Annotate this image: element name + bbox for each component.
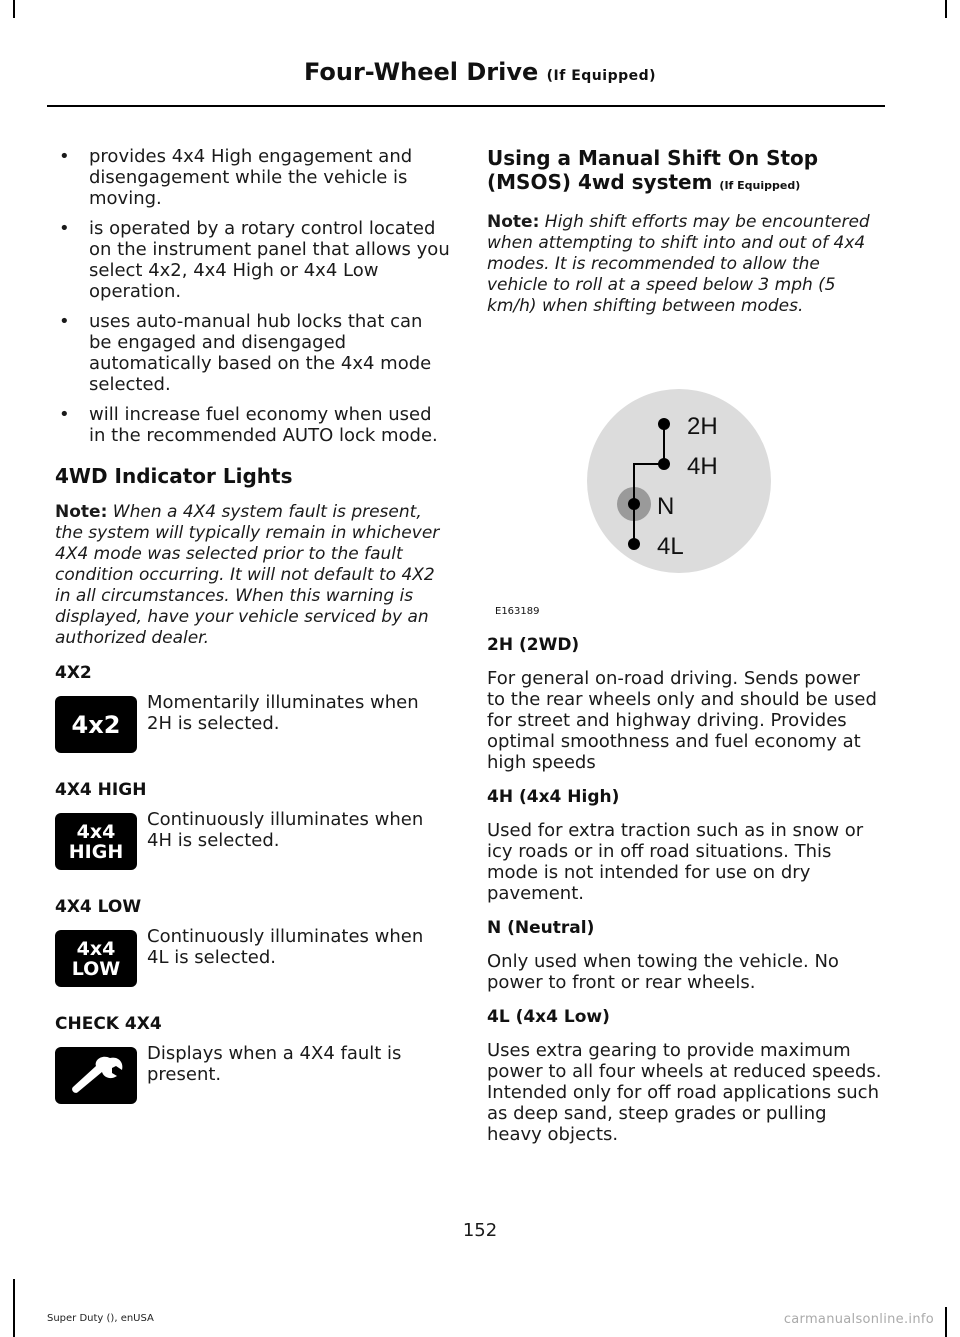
page-title-subtitle: (If Equipped) xyxy=(546,68,657,84)
right-column xyxy=(487,146,882,1159)
left-column xyxy=(55,146,450,1131)
indicator-title: CHECK 4X4 xyxy=(55,1014,162,1034)
header-rule xyxy=(47,105,885,107)
position-dot xyxy=(658,458,670,470)
mode-heading: 4L (4x4 Low) xyxy=(487,1007,610,1027)
mode-heading: 4H (4x4 High) xyxy=(487,787,620,807)
badge-text: 4x4 xyxy=(76,820,116,843)
position-dot xyxy=(658,418,670,430)
mode-description: For general on-road driving. Sends power to the rear wheels only and should be used for street and highway driving. Provides optimal smoothness and fuel economy at high speeds xyxy=(487,668,877,773)
msos-heading xyxy=(487,146,882,198)
crop-mark xyxy=(13,0,15,18)
4x2-indicator-icon xyxy=(55,696,137,753)
indicator-description: Continuously illuminates when 4L is selected. xyxy=(147,926,424,968)
mode-heading: 2H (2WD) xyxy=(487,635,580,655)
msos-heading-suffix: (If Equipped) xyxy=(719,179,801,192)
position-label-n: N xyxy=(657,493,675,520)
list-item: • is operated by a rotary control located on the instrument panel that allows you select 4x2, 4x4 High or 4x4 Low operation. xyxy=(55,218,450,302)
list-item: • uses auto-manual hub locks that can be engaged and disengaged automatically based on the 4x4 mode selected. xyxy=(55,311,450,395)
indicator-row xyxy=(55,809,450,883)
feature-list xyxy=(55,146,450,446)
note-label: Note: xyxy=(55,502,108,522)
badge-text: 4x2 xyxy=(71,710,121,739)
position-label-2h: 2H xyxy=(687,413,718,440)
indicator-description: Displays when a 4X4 fault is present. xyxy=(147,1043,402,1085)
wrench-icon xyxy=(55,1047,137,1104)
badge-text: 4x4 xyxy=(76,937,116,960)
shift-pattern-figure xyxy=(487,331,882,621)
page-title xyxy=(0,58,960,86)
note-label: Note: xyxy=(487,212,540,232)
page-number: 152 xyxy=(462,1220,498,1241)
indicator-row xyxy=(55,926,450,1000)
mode-description: Uses extra gearing to provide maximum power to all four wheels at reduced speeds. Intended only for off road applications such as deep sand, steep grades or pulling heavy objects. xyxy=(487,1040,882,1145)
mode-description: Used for extra traction such as in snow or icy roads or in off road situations. This mode is not intended for use on dry pavement. xyxy=(487,820,864,904)
4x4-low-indicator-icon xyxy=(55,930,137,987)
msos-heading-text: Using a Manual Shift On Stop (MSOS) 4wd system xyxy=(487,146,819,194)
indicator-title: 4X4 HIGH xyxy=(55,780,147,800)
shift-note xyxy=(487,212,882,317)
badge-text: HIGH xyxy=(68,840,124,863)
indicator-title: 4X2 xyxy=(55,663,92,683)
note-text: When a 4X4 system fault is present, the system will typically remain in whichever 4X4 mode was selected prior to the fault condition occurring. It will not default to 4X2 in all circumstances. When this warning is displayed, have your vehicle serviced by an authorized dealer. xyxy=(55,502,440,648)
crop-mark xyxy=(945,0,947,18)
indicator-title: 4X4 LOW xyxy=(55,897,142,917)
4x4-high-indicator-icon xyxy=(55,813,137,870)
position-label-4l: 4L xyxy=(657,533,684,560)
figure-id: E163189 xyxy=(495,606,540,617)
position-label-4h: 4H xyxy=(687,453,718,480)
crop-mark xyxy=(945,1307,947,1337)
badge-text: LOW xyxy=(71,957,121,980)
list-item: • will increase fuel economy when used in the recommended AUTO lock mode. xyxy=(55,404,450,446)
list-item: • provides 4x4 High engagement and disengagement while the vehicle is moving. xyxy=(55,146,450,209)
shift-knob-diagram xyxy=(487,331,882,621)
position-dot xyxy=(628,498,640,510)
page-title-text: Four-Wheel Drive xyxy=(303,58,539,86)
note-text: High shift efforts may be encountered when attempting to shift into and out of 4x4 modes. It is recommended to allow the vehicle to roll at a speed below 3 mph (5 km/h) when shifting between modes. xyxy=(487,212,870,316)
crop-mark xyxy=(13,1279,15,1337)
mode-description: Only used when towing the vehicle. No power to front or rear wheels. xyxy=(487,951,839,993)
position-dot xyxy=(628,538,640,550)
indicator-row xyxy=(55,692,450,766)
indicator-description: Momentarily illuminates when 2H is selected. xyxy=(147,692,419,734)
watermark-link[interactable]: carmanualsonline.info xyxy=(783,1312,934,1327)
indicator-description: Continuously illuminates when 4H is selected. xyxy=(147,809,424,851)
indicator-heading: 4WD Indicator Lights xyxy=(55,464,293,488)
doc-id: Super Duty (), enUSA xyxy=(47,1313,154,1324)
fault-note xyxy=(55,502,450,649)
mode-heading: N (Neutral) xyxy=(487,918,595,938)
indicator-row xyxy=(55,1043,450,1117)
